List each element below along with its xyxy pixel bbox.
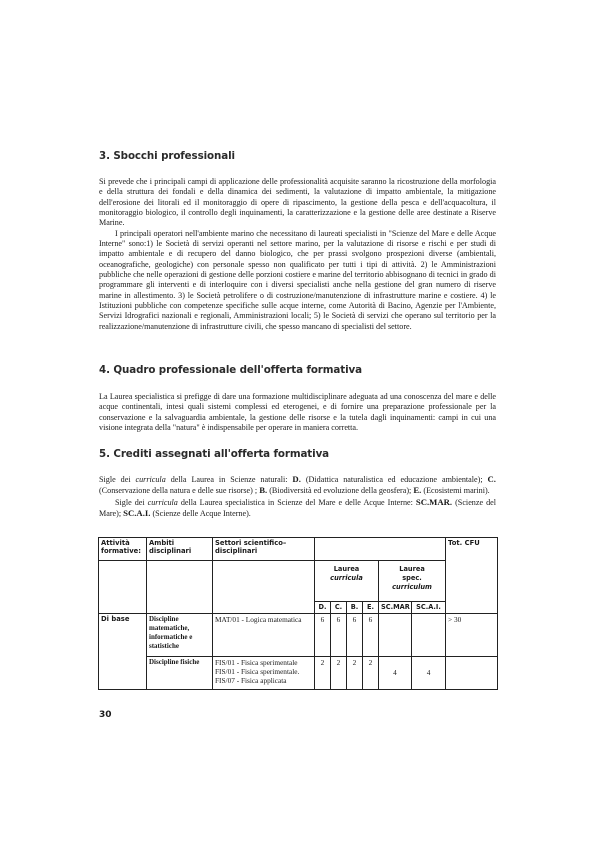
table-row: Discipline fisiche FIS/01 - Fisica sperimentale FIS/01 - Fisica sperimentale. FIS/07 - Fisica applicata 2 2 2 2 4 4 [99, 656, 498, 689]
row-settori: MAT/01 - Logica matematica [213, 613, 315, 656]
header-settori: Settori scientifico–disciplinari [213, 538, 315, 561]
header-ambiti: Ambiti disciplinari [147, 538, 213, 561]
page-number: 30 [99, 710, 112, 720]
section-4-heading: 4. Quadro professionale dell'offerta formativa [99, 364, 362, 376]
section-4-paragraph-1: La Laurea specialistica si prefigge di dare una formazione multidisciplinare adeguata ad una conoscenza del mare e delle acque continentali, intesi quali sistemi complessi ed eterogenei, e di fornire una preparazione professionale per la conservazione e la salvaguardia ambientale, la gestione delle risorse e la tutela dagli inquinamenti: campi in cui una visione integrata della "natura" è indispensabile per operare in maniera corretta. [99, 392, 496, 433]
row-tot [446, 656, 498, 689]
section-5-heading: 5. Crediti assegnati all'offerta formativa [99, 448, 330, 460]
row-ambito: Discipline fisiche [147, 656, 213, 689]
section-3-heading: 3. Sbocchi professionali [99, 150, 235, 162]
col-scai: SC.A.I. [412, 601, 446, 613]
row-settori: FIS/01 - Fisica sperimentale FIS/01 - Fisica sperimentale. FIS/07 - Fisica applicata [213, 656, 315, 689]
header-attivita: Attività formative: [99, 538, 147, 561]
header-tot-cfu: Tot. CFU [446, 538, 498, 614]
credits-table [98, 537, 498, 690]
section-4-body [99, 392, 496, 433]
col-scmar: SC.MAR [379, 601, 412, 613]
curricula-legend-laurea: Sigle dei curricula della Laurea in Scienze naturali: D. (Didattica naturalistica ed educazione ambientale); C. (Conservazione della natura e delle sue risorse) ; B. (Biodiversità ed evoluzione della geosfera); E. (Ecosistemi marini). [99, 474, 496, 496]
section-5-body [99, 474, 496, 519]
table-header-row [99, 538, 498, 561]
table-row: Di base Discipline matematiche, informatiche e statistiche MAT/01 - Logica matematica 6 6 6 6 > 30 [99, 613, 498, 656]
section-3-paragraph-1: Si prevede che i principali campi di applicazione delle professionalità acquisite saranno la ricostruzione della morfologia e della struttura dei fondali e della dinamica dei sedimenti, la valutazione di impatto ambientale, la mitigazione dell'erosione dei litorali ed il monitoraggio di opere di ripascimento, la gestione della pesca e dell'acquacoltura, il monitoraggio biologico, il controllo degli inquinamenti, la caratterizzazione e la gestione delle aree destinate a Riserve Marine. [99, 177, 496, 228]
col-e: E. [363, 601, 379, 613]
table-subheader-row [99, 561, 498, 602]
header-laurea-curricula: Laurea curricula [315, 561, 379, 602]
header-laurea-spec: Laurea spec. curriculum [379, 561, 446, 602]
row-ambito: Discipline matematiche, informatiche e statistiche [147, 613, 213, 656]
row-tot: > 30 [446, 613, 498, 656]
row-attivita: Di base [99, 613, 147, 656]
table-column-codes-row [99, 601, 498, 613]
col-b: B. [347, 601, 363, 613]
section-3-paragraph-2: I principali operatori nell'ambiente marino che necessitano di laureati specialisti in "Scienze del Mare e delle Acque Interne" sono:1) le Società di servizi operanti nel settore marino, per la valutazione di risorse e rischi e per studi di impatto ambientale e di recupero del danno biologico, che per prassi svolgono prospezioni diverse (ambientali, oceanografiche, geologiche) con personale spesso non qualificato per tutti i tipi di attività. 2) le Amministrazioni pubbliche che nelle operazioni di gestione delle porzioni costiere e marine del territorio abbisognano di tecnici in grado di programmare gli interventi e di interloquire con i diversi specialisti anche nella gestione del gran numero di riserve marine in allestimento. 3) le Società petrolifere o di costruzione/manutenzione di infrastrutture marine e costiere. 4) le Istituzioni pubbliche con competenze specifiche sulle acque interne, come Autorità di Bacino, Agenzie per l'Ambiente, Servizi Idrografici nazionali e regionali, Amministrazioni locali; 5) le Società di servizi che operano sul territorio per la realizzazione/manutenzione di infrastrutture civili, che spesso mancano di specialisti del settore. [99, 228, 496, 331]
col-c: C. [331, 601, 347, 613]
curricula-legend-laurea-spec: Sigle dei curricula della Laurea specialistica in Scienze del Mare e delle Acque Interne: SC.MAR. (Scienze del Mare); SC.A.I. (Scienze delle Acque Interne). [99, 496, 496, 519]
section-3-body [99, 177, 496, 332]
col-d: D. [315, 601, 331, 613]
